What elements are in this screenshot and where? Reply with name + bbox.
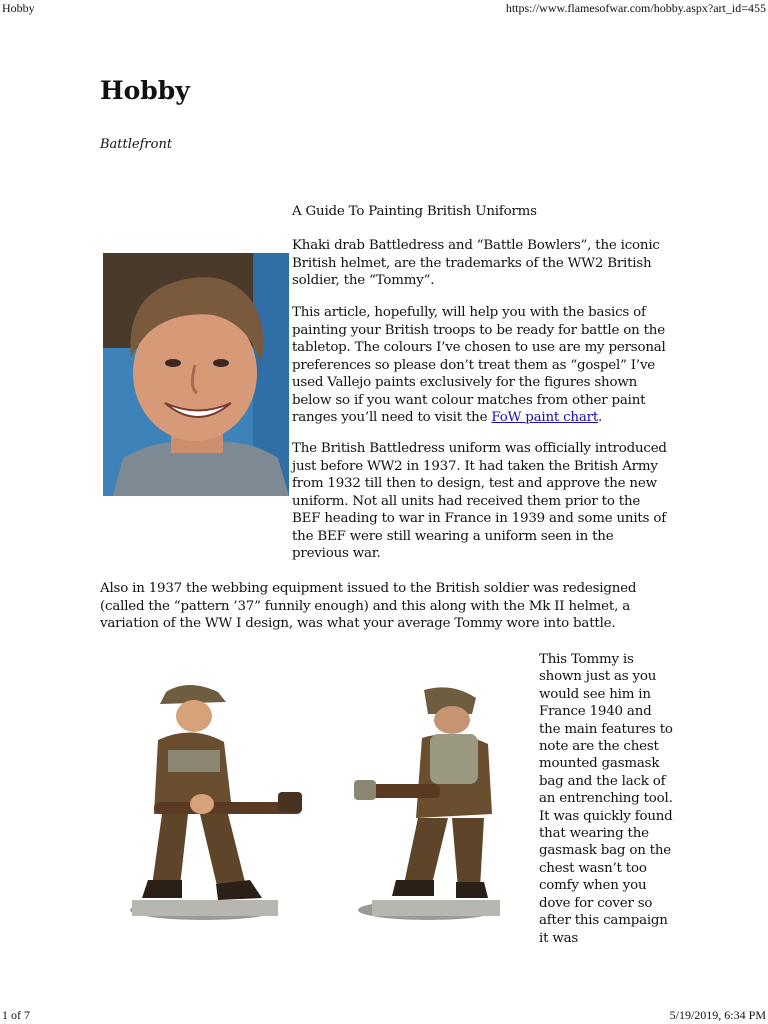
miniature-front-image [128,680,308,925]
article-subtitle: A Guide To Painting British Uniforms [292,204,537,219]
paragraph-intro: Khaki drab Battledress and “Battle Bowlers”, the iconic British helmet, are the trademarks of the WW2 British soldier, the “Tommy”. [292,238,660,288]
paragraph-article-purpose [292,304,672,427]
print-timestamp: 5/19/2019, 6:34 PM [669,1008,766,1022]
author-portrait-image [103,253,289,496]
fow-paint-chart-link[interactable]: FoW paint chart [491,410,599,425]
miniature-front [128,680,308,929]
paragraph-article-purpose-text: This article, hopefully, will help you with the basics of painting your British troops to be ready for battle on the tabletop. The colours I’ve chosen to use are my personal preferences so please don’t treat them as “gospel” I’ve used Vallejo paints exclusively for the figures shown below so if you want colour matches from other paint ranges you’ll need to visit the [292,305,666,425]
author-portrait [103,253,289,496]
paragraph-tommy-1940: This Tommy is shown just as you would see him in France 1940 and the main features to note are the chest mounted gasmask bag and the lack of an entrenching tool. It was quickly found that wearing the gasmask bag on the chest wasn’t too comfy when you dove for cover so after this campaign it was [539,652,673,946]
page-count: 1 of 7 [2,1008,30,1022]
article-heading: Hobby [100,76,190,105]
page-title-header: Hobby [2,1,35,15]
page-url[interactable]: https://www.flamesofwar.com/hobby.aspx?art_id=455 [505,1,766,15]
miniature-back [352,684,502,928]
paragraph-webbing-equipment: Also in 1937 the webbing equipment issued to the British soldier was redesigned (called the “pattern ’37” funnily enough) and this along with the Mk II helmet, a variation of the WW I design, was what your average Tommy wore into battle. [100,581,637,631]
article-author: Battlefront [100,137,173,152]
miniature-back-image [352,684,502,924]
paragraph-battledress-history: The British Battledress uniform was officially introduced just before WW2 in 1937. It had taken the British Army from 1932 till then to design, test and approve the new uniform. Not all units had received them prior to the BEF heading to war in France in 1939 and some units of the BEF were still wearing a uniform seen in the previous war. [292,441,667,561]
paragraph-end-punct: . [598,410,603,425]
